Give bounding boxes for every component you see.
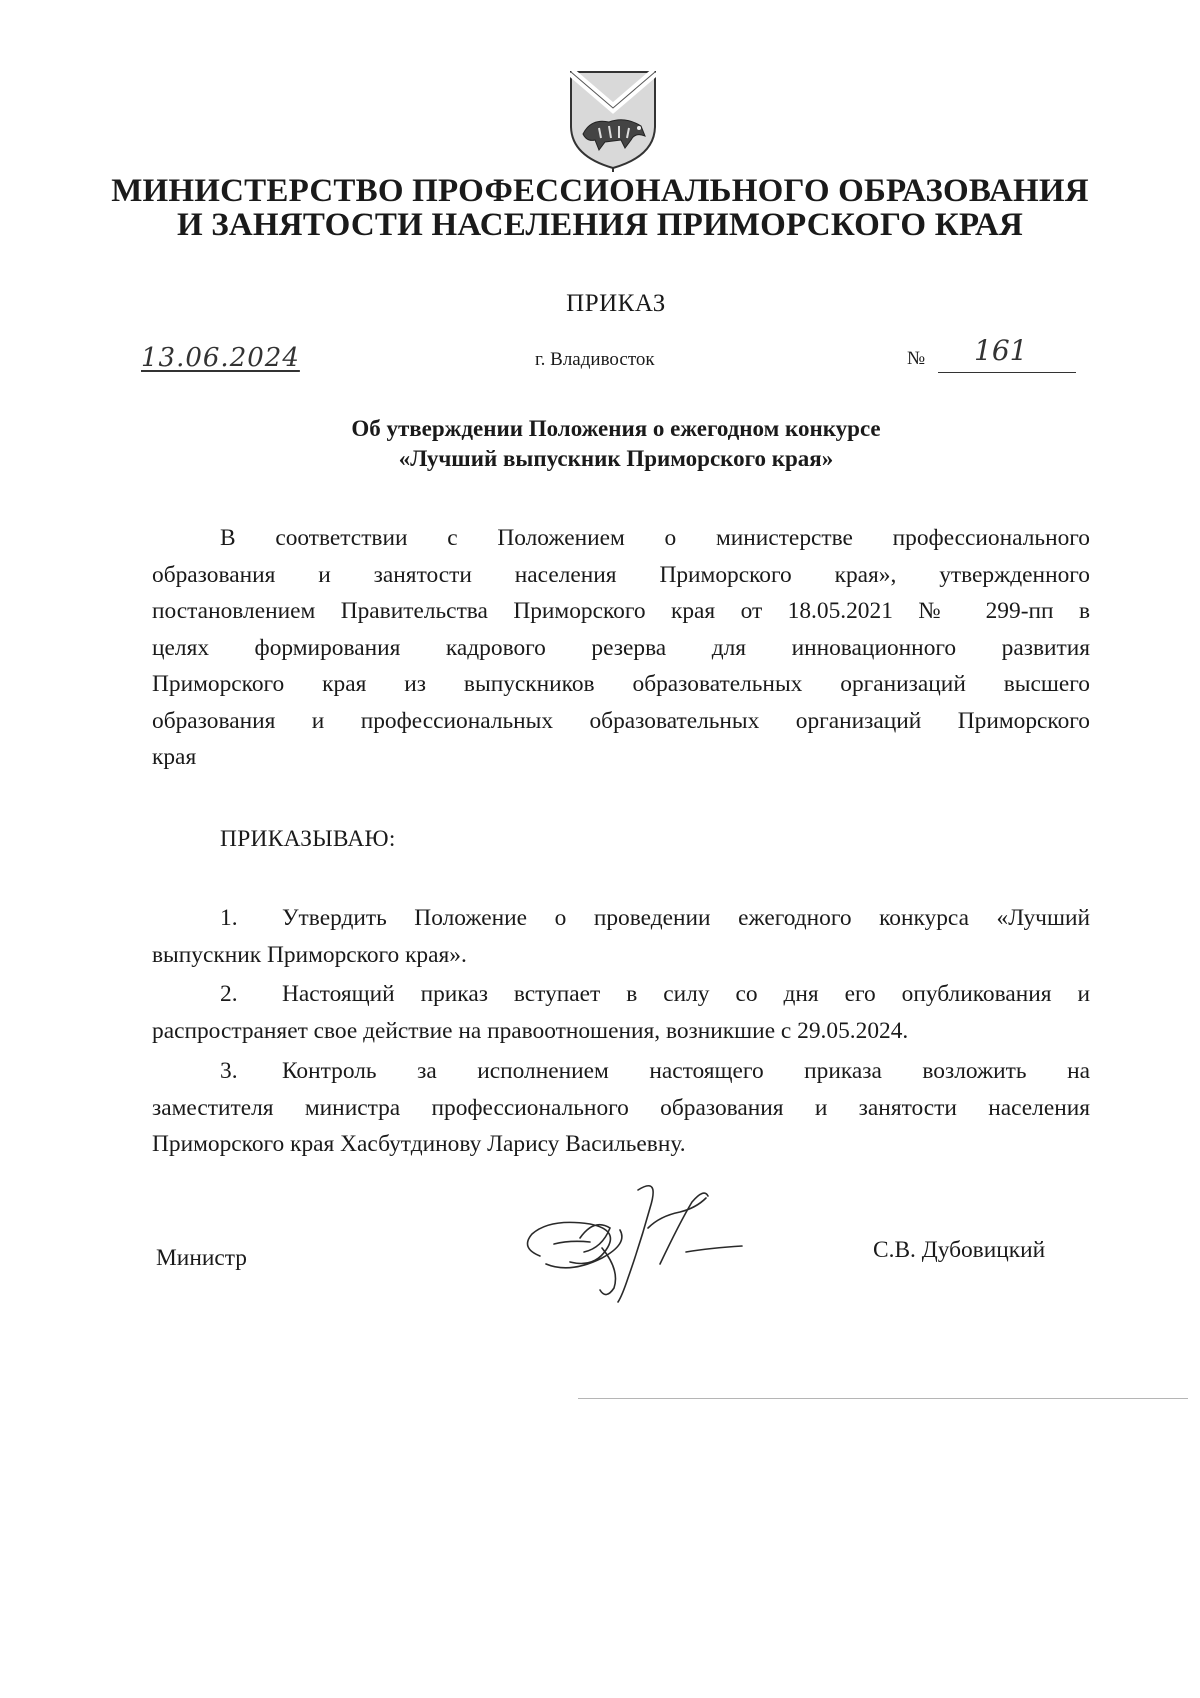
- order-item-line: выпускник Приморского края».: [152, 941, 467, 968]
- order-item-line: Приморского края Хасбутдинову Ларису Васильевну.: [152, 1131, 686, 1157]
- order-item-number: 2.: [220, 981, 238, 1007]
- order-number: 161: [974, 334, 1028, 367]
- preamble-line: постановлением Правительства Приморского края от 18.05.2021 № 299-пп в: [152, 598, 1090, 624]
- order-subject: [100, 414, 1132, 474]
- order-item-line: [152, 1053, 1090, 1090]
- order-item-line: [152, 976, 1090, 1013]
- order-item-line: [152, 900, 1090, 937]
- preamble-line: края: [152, 744, 197, 770]
- preamble-line: целях формирования кадрового резерва для инновационного развития: [152, 634, 1090, 661]
- order-date: 13.06.2024: [141, 343, 300, 373]
- ministry-name: [100, 174, 1100, 242]
- order-item-text: Контроль за исполнением настоящего приказа возложить на: [282, 1058, 1090, 1084]
- signatory-name: С.В. Дубовицкий: [873, 1237, 1046, 1263]
- order-subject-line1: Об утверждении Положения о ежегодном конкурсе: [351, 416, 881, 441]
- order-item-line: заместителя министра профессионального образования и занятости населения: [152, 1094, 1090, 1121]
- order-item-3: [152, 1053, 1090, 1163]
- handwritten-signature-icon: [510, 1178, 780, 1308]
- footer-rule: [578, 1398, 1188, 1399]
- order-item-text: Настоящий приказ вступает в силу со дня его опубликования и: [282, 981, 1090, 1007]
- preamble-line: В соответствии с Положением о министерстве профессионального: [220, 525, 1090, 551]
- order-title: ПРИКАЗ: [566, 290, 666, 317]
- preamble-line: образования и профессиональных образовательных организаций Приморского: [152, 707, 1090, 734]
- ministry-name-line1: МИНИСТЕРСТВО ПРОФЕССИОНАЛЬНОГО ОБРАЗОВАНИЯ: [111, 173, 1089, 209]
- order-item-number: 3.: [220, 1058, 238, 1084]
- signatory-role: Министр: [156, 1245, 247, 1271]
- decree-word: ПРИКАЗЫВАЮ:: [220, 826, 396, 852]
- order-item-number: 1.: [220, 905, 238, 931]
- order-subject-line2: «Лучший выпускник Приморского края»: [398, 446, 834, 471]
- order-number-underline: [938, 372, 1076, 373]
- order-number-label: №: [907, 348, 926, 369]
- primorsky-coat-of-arms-icon: [565, 68, 661, 172]
- order-item-2: [152, 976, 1090, 1049]
- order-city: г. Владивосток: [535, 349, 655, 370]
- order-item-line: распространяет свое действие на правоотношения, возникшие с 29.05.2024.: [152, 1017, 909, 1044]
- preamble-paragraph: [152, 520, 1090, 776]
- preamble-line: Приморского края из выпускников образовательных организаций высшего: [152, 671, 1090, 697]
- order-item-1: [152, 900, 1090, 973]
- preamble-line: образования и занятости населения Приморского края», утвержденного: [152, 561, 1090, 588]
- ministry-name-line2: И ЗАНЯТОСТИ НАСЕЛЕНИЯ ПРИМОРСКОГО КРАЯ: [176, 207, 1024, 243]
- order-item-text: Утвердить Положение о проведении ежегодного конкурса «Лучший: [282, 905, 1090, 931]
